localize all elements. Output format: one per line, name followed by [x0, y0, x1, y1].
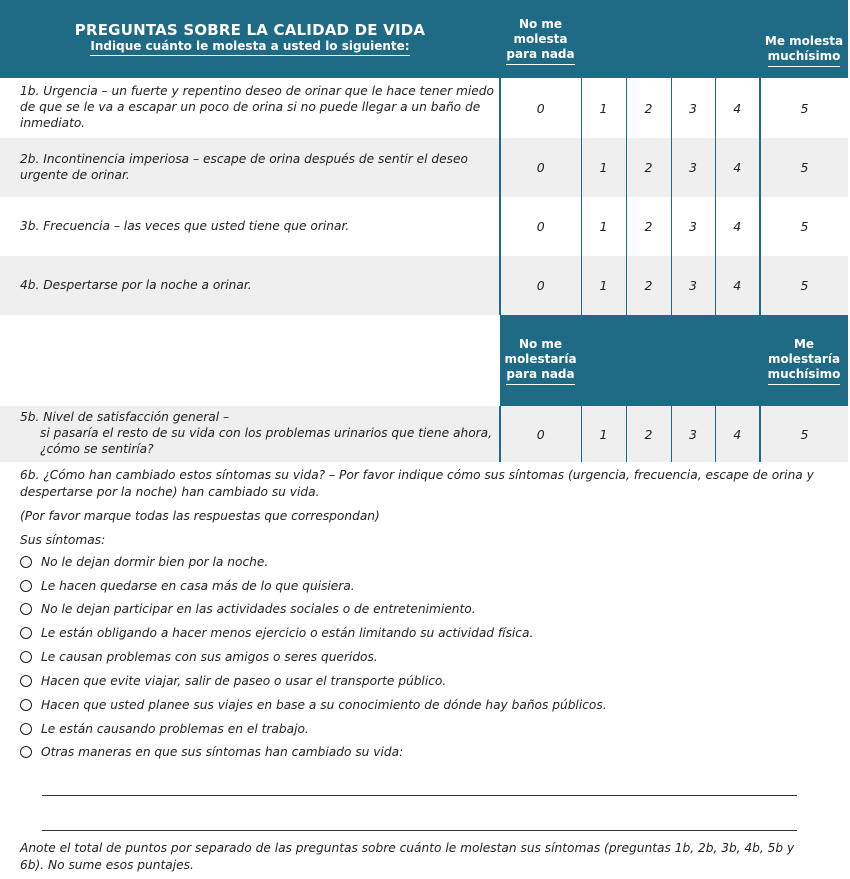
write-in-line-1[interactable] [42, 795, 797, 796]
checkbox-option-9[interactable]: Otras maneras en que sus síntomas han cambiado su vida: [20, 745, 403, 759]
checkbox-option-2[interactable]: Le hacen quedarse en casa más de lo que quisiera. [20, 579, 355, 593]
scale-low-label-2: No me molestaría para nada [500, 315, 581, 406]
option-5[interactable]: 5 [760, 256, 848, 315]
question-row [0, 78, 848, 138]
option-5[interactable]: 5 [760, 138, 848, 197]
option-1[interactable]: 1 [581, 256, 626, 315]
radio-circle-icon[interactable] [20, 675, 32, 687]
option-2[interactable]: 2 [626, 197, 671, 256]
page-title: PREGUNTAS SOBRE LA CALIDAD DE VIDA [74, 21, 426, 40]
question-5b [0, 406, 500, 462]
radio-circle-icon[interactable] [20, 627, 32, 639]
question-row [0, 138, 848, 197]
option-0[interactable]: 0 [500, 406, 581, 462]
option-1[interactable]: 1 [581, 406, 626, 462]
radio-circle-icon[interactable] [20, 556, 32, 568]
option-0[interactable]: 0 [500, 138, 581, 197]
checkbox-option-5[interactable]: Le causan problemas con sus amigos o seres queridos. [20, 650, 378, 664]
option-4[interactable]: 4 [715, 197, 760, 256]
checkbox-option-7[interactable]: Hacen que usted planee sus viajes en base a su conocimiento de dónde hay baños públicos. [20, 698, 607, 712]
question-row [0, 406, 848, 462]
option-1[interactable]: 1 [581, 78, 626, 138]
option-2[interactable]: 2 [626, 406, 671, 462]
write-in-line-2[interactable] [42, 830, 797, 831]
radio-circle-icon[interactable] [20, 699, 32, 711]
question-5b-body: si pasaría el resto de su vida con los problemas urinarios que tiene ahora, ¿cómo se sentiría? [40, 426, 493, 456]
option-1[interactable]: 1 [581, 197, 626, 256]
option-3[interactable]: 3 [671, 256, 715, 315]
radio-circle-icon[interactable] [20, 746, 32, 758]
option-5[interactable]: 5 [760, 78, 848, 138]
checkbox-option-8[interactable]: Le están causando problemas en el trabajo. [20, 722, 309, 736]
radio-circle-icon[interactable] [20, 723, 32, 735]
option-2[interactable]: 2 [626, 256, 671, 315]
option-0[interactable]: 0 [500, 78, 581, 138]
checkbox-option-1[interactable]: No le dejan dormir bien por la noche. [20, 555, 268, 569]
question-6b-block [20, 467, 830, 549]
scale-low-label: No me molesta para nada [500, 0, 581, 78]
option-5[interactable]: 5 [760, 406, 848, 462]
symptoms-label: Sus síntomas: [20, 533, 106, 547]
header-2-spacer [581, 315, 760, 406]
option-5[interactable]: 5 [760, 197, 848, 256]
question-2b: 2b. Incontinencia imperiosa – escape de orina después de sentir el deseo urgente de orinar. [20, 151, 468, 182]
radio-circle-icon[interactable] [20, 603, 32, 615]
instruction-text: (Por favor marque todas las respuestas que correspondan) [20, 509, 380, 523]
header-row-2 [0, 315, 848, 406]
scale-high-label: Me molesta muchísimo [760, 0, 848, 78]
option-4[interactable]: 4 [715, 256, 760, 315]
option-4[interactable]: 4 [715, 78, 760, 138]
radio-circle-icon[interactable] [20, 580, 32, 592]
question-6b: 6b. ¿Cómo han cambiado estos síntomas su vida? – Por favor indique cómo sus síntomas (urgencia, frecuencia, escape de orina y despertarse por la noche) han cambiado su vida. [20, 468, 814, 499]
question-4b: 4b. Despertarse por la noche a orinar. [20, 277, 252, 292]
option-0[interactable]: 0 [500, 197, 581, 256]
option-4[interactable]: 4 [715, 138, 760, 197]
checkbox-option-6[interactable]: Hacen que evite viajar, salir de paseo o usar el transporte público. [20, 674, 446, 688]
question-row [0, 197, 848, 256]
option-3[interactable]: 3 [671, 138, 715, 197]
option-2[interactable]: 2 [626, 138, 671, 197]
question-row [0, 256, 848, 315]
checkbox-option-3[interactable]: No le dejan participar en las actividades sociales o de entretenimiento. [20, 602, 476, 616]
header-spacer [581, 0, 760, 78]
question-5b-title: 5b. Nivel de satisfacción general – [20, 410, 230, 425]
option-1[interactable]: 1 [581, 138, 626, 197]
scale-high-label-2: Me molestaría muchísimo [760, 315, 848, 406]
option-3[interactable]: 3 [671, 197, 715, 256]
option-2[interactable]: 2 [626, 78, 671, 138]
question-3b: 3b. Frecuencia – las veces que usted tiene que orinar. [20, 218, 350, 233]
header-2-blank [0, 315, 500, 406]
question-1b: 1b. Urgencia – un fuerte y repentino deseo de orinar que le hace tener miedo de que se le va a escapar un poco de orina si no puede llegar a un baño de inmediato. [20, 84, 494, 130]
footer-note: Anote el total de puntos por separado de las preguntas sobre cuánto le molestan sus síntomas (preguntas 1b, 2b, 3b, 4b, 5b y 6b). No sume esos puntajes. [20, 841, 795, 872]
header-row [0, 0, 848, 78]
page-subtitle: Indique cuánto le molesta a usted lo siguiente: [90, 40, 409, 56]
header-title-cell [0, 0, 500, 78]
option-3[interactable]: 3 [671, 406, 715, 462]
option-3[interactable]: 3 [671, 78, 715, 138]
checkbox-option-4[interactable]: Le están obligando a hacer menos ejercicio o están limitando su actividad física. [20, 626, 533, 640]
option-4[interactable]: 4 [715, 406, 760, 462]
radio-circle-icon[interactable] [20, 651, 32, 663]
option-0[interactable]: 0 [500, 256, 581, 315]
